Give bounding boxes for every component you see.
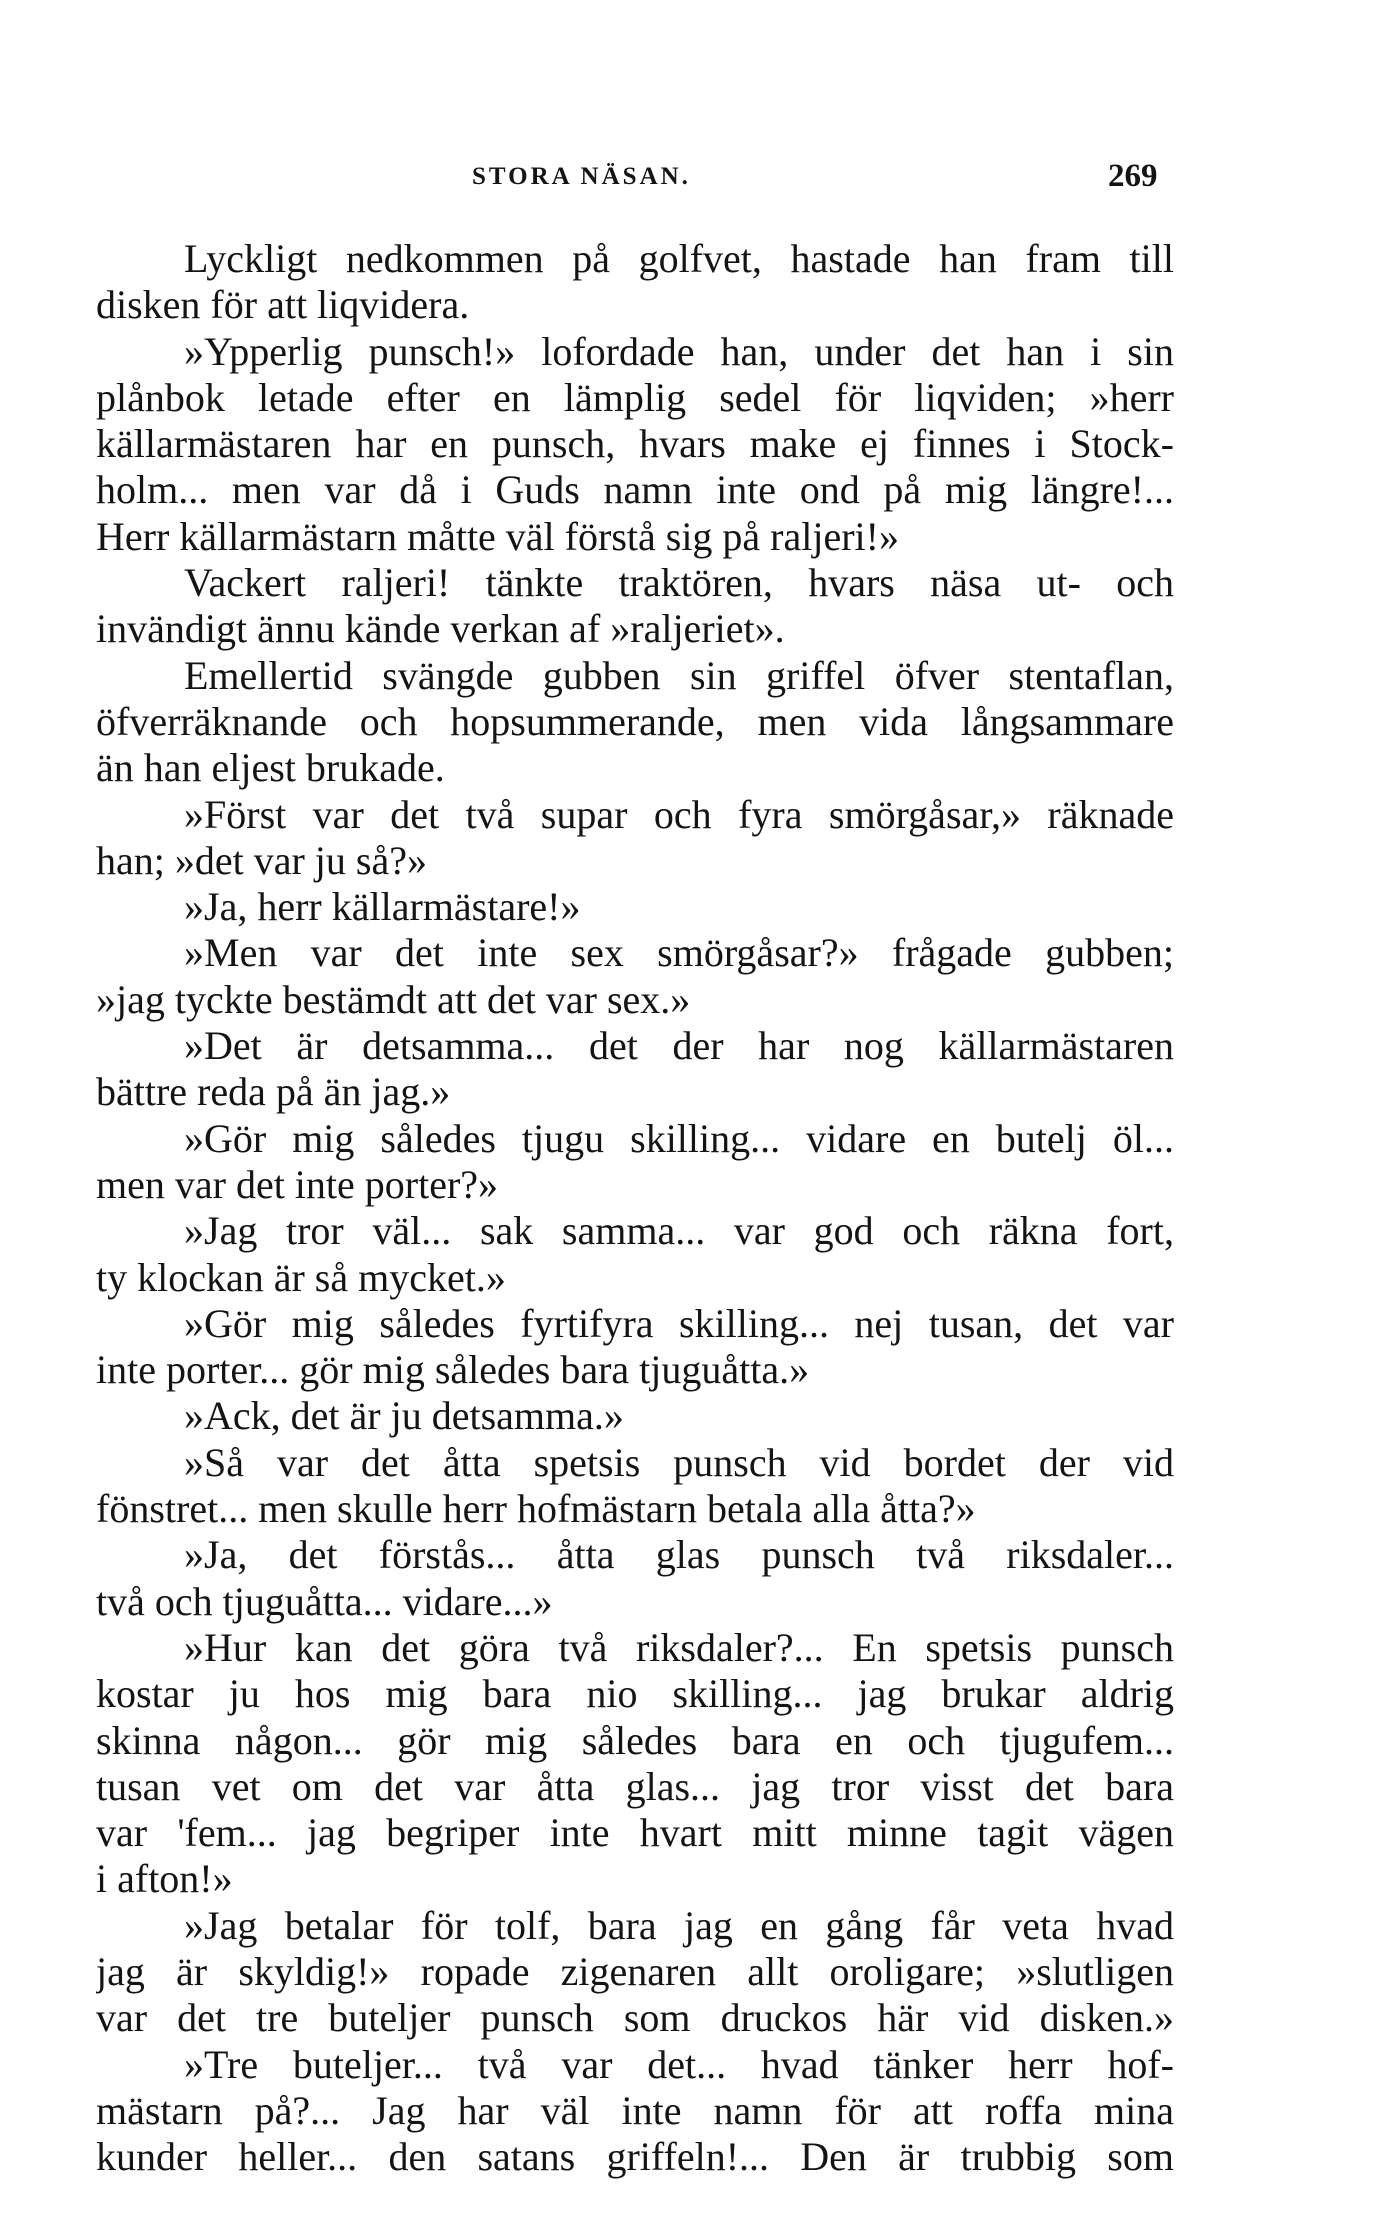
running-title: STORA NÄSAN. [472,163,691,190]
text-line: invändigt ännu kände verkan af »raljeriet». [96,606,785,652]
text-line: »Hur kan det göra två riksdaler?... En spetsis punsch [184,1624,1174,1670]
text-line: mästarn på?... Jag har väl inte namn för att roffa mina [96,2087,1174,2133]
text-line: två och tjuguåtta... vidare...» [96,1578,553,1624]
text-line: än han eljest brukade. [96,745,445,791]
text-line: kostar ju hos mig bara nio skilling... jag brukar aldrig [96,1671,1174,1717]
text-line: »jag tyckte bestämdt att det var sex.» [96,976,691,1022]
text-line: »Ack, det är ju detsamma.» [184,1393,624,1439]
text-line: öfverräknande och hopsummerande, men vida långsammare [96,698,1174,744]
text-line: jag är skyldig!» ropade zigenaren allt oroligare; »slutligen [96,1948,1174,1994]
text-line: »Gör mig således tjugu skilling... vidare en butelj öl... [184,1115,1174,1161]
text-line: i afton!» [96,1856,233,1902]
text-line: Vackert raljeri! tänkte traktören, hvars näsa ut- och [184,560,1174,606]
text-line: skinna någon... gör mig således bara en och tjugufem... [96,1717,1174,1763]
text-line: Emellertid svängde gubben sin griffel öfver stentaflan, [184,652,1174,698]
text-line: plånbok letade efter en lämplig sedel för liqviden; »herr [96,374,1174,420]
text-line: »Ja, det förstås... åtta glas punsch två riksdaler... [184,1532,1174,1578]
text-line: »Ja, herr källarmästare!» [184,884,581,930]
text-line: inte porter... gör mig således bara tjuguåtta.» [96,1347,810,1393]
text-line: Herr källarmästarn måtte väl förstå sig på raljeri!» [96,513,899,559]
text-line: bättre reda på än jag.» [96,1069,451,1115]
text-line: »Det är detsamma... det der har nog källarmästaren [184,1023,1174,1069]
text-line: han; »det var ju så?» [96,837,427,883]
text-line: »Ypperlig punsch!» lofordade han, under det han i sin [184,328,1174,374]
text-line: »Först var det två supar och fyra smörgåsar,» räknade [184,791,1174,837]
text-line: »Jag betalar för tolf, bara jag en gång får veta hvad [184,1902,1174,1948]
page-number: 269 [1108,158,1158,194]
text-line: fönstret... men skulle herr hofmästarn betala alla åtta?» [96,1486,976,1532]
text-line: disken för att liqvidera. [96,282,470,328]
text-line: »Tre buteljer... två var det... hvad tänker herr hof- [184,2041,1174,2087]
text-line: källarmästaren har en punsch, hvars make ej finnes i Stock- [96,421,1174,467]
text-line: »Jag tror väl... sak samma... var god och räkna fort, [184,1208,1174,1254]
text-line: holm... men var då i Guds namn inte ond på mig längre!... [96,467,1174,513]
text-line: Lyckligt nedkommen på golfvet, hastade han fram till [184,236,1174,281]
text-line: »Gör mig således fyrtifyra skilling... nej tusan, det var [184,1300,1174,1346]
text-line: var det tre buteljer punsch som druckos här vid disken.» [96,1995,1174,2041]
text-line: men var det inte porter?» [96,1161,499,1207]
text-line: »Så var det åtta spetsis punsch vid bordet der vid [184,1439,1174,1485]
text-line: kunder heller... den satans griffeln!... Den är trubbig som [96,2134,1174,2180]
text-line: tusan vet om det var åtta glas... jag tror visst det bara [96,1763,1174,1809]
body-text [96,236,1174,2180]
text-line: »Men var det inte sex smörgåsar?» frågade gubben; [184,930,1174,976]
text-line: var 'fem... jag begriper inte hvart mitt minne tagit vägen [96,1810,1174,1856]
text-line: ty klockan är så mycket.» [96,1254,506,1300]
